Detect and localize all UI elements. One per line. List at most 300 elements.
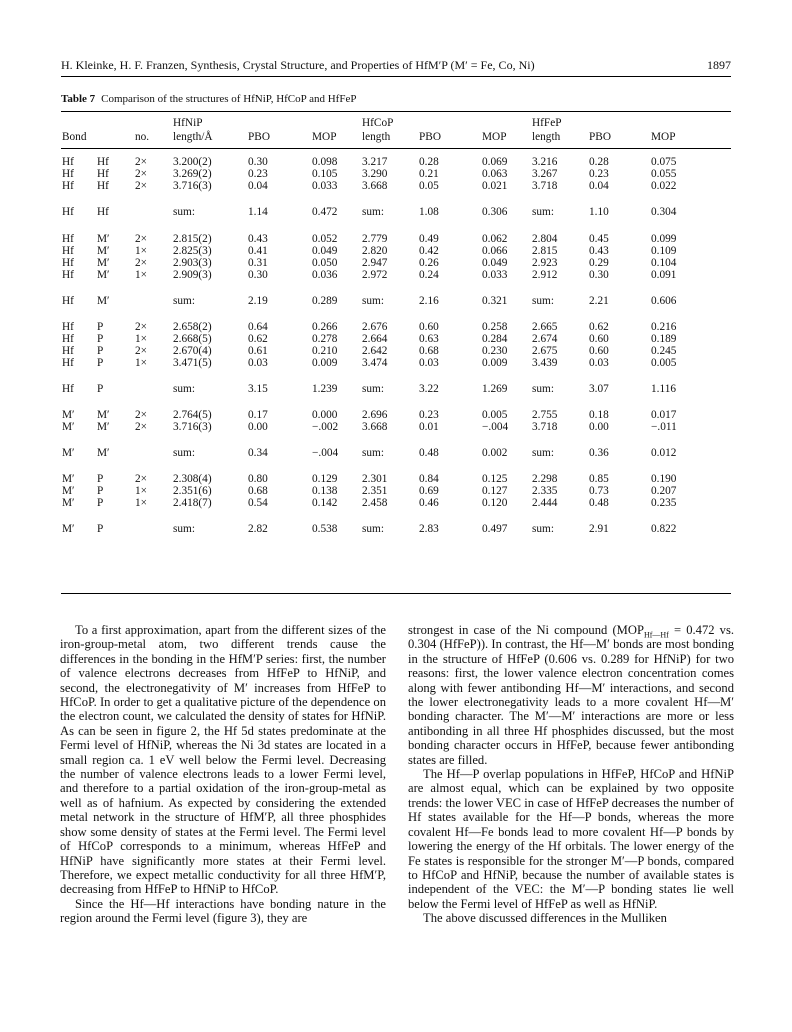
table-cell: 0.021 bbox=[482, 180, 508, 192]
table-cell: 1.116 bbox=[651, 383, 676, 395]
table-cell: 0.18 bbox=[589, 409, 609, 421]
table-cell: P bbox=[97, 333, 104, 345]
table-cell: 1.14 bbox=[248, 206, 268, 218]
table-cell: 1× bbox=[135, 497, 148, 509]
table-cell: 0.17 bbox=[248, 409, 268, 421]
table-cell: 3.718 bbox=[532, 180, 558, 192]
table-cell: sum: bbox=[362, 206, 384, 218]
table-cell: 0.033 bbox=[312, 180, 338, 192]
table-cell: 3.716(3) bbox=[173, 180, 212, 192]
table-row bbox=[0, 409, 792, 421]
table-cell: P bbox=[97, 497, 104, 509]
table-cell: 2.820 bbox=[362, 245, 388, 257]
table-cell: 0.052 bbox=[312, 233, 338, 245]
table-cell: 2× bbox=[135, 168, 148, 180]
table-cell: 0.216 bbox=[651, 321, 677, 333]
table-cell: 0.03 bbox=[248, 357, 268, 369]
column-header-pbo: PBO bbox=[248, 131, 270, 143]
table-cell: Hf bbox=[97, 180, 109, 192]
body-column-right bbox=[408, 623, 734, 926]
table-cell: 3.668 bbox=[362, 421, 388, 433]
table-cell: M′ bbox=[62, 409, 75, 421]
table-cell: 3.718 bbox=[532, 421, 558, 433]
table-cell: 0.105 bbox=[312, 168, 338, 180]
table-cell: 3.474 bbox=[362, 357, 388, 369]
table-cell: 2.972 bbox=[362, 269, 388, 281]
table-cell: 2.308(4) bbox=[173, 473, 212, 485]
table-cell: 0.289 bbox=[312, 295, 338, 307]
table-cell: P bbox=[97, 485, 104, 497]
group-header-hfnip: HfNiP bbox=[173, 117, 203, 129]
table-cell: M′ bbox=[97, 447, 110, 459]
table-cell: 2.674 bbox=[532, 333, 558, 345]
table-cell: 0.258 bbox=[482, 321, 508, 333]
table-cell: 2.825(3) bbox=[173, 245, 212, 257]
table-cell: 2.923 bbox=[532, 257, 558, 269]
table-cell: 3.217 bbox=[362, 156, 388, 168]
table-cell: 1× bbox=[135, 485, 148, 497]
table-cell: 0.321 bbox=[482, 295, 508, 307]
table-cell: sum: bbox=[532, 206, 554, 218]
table-cell: 2.912 bbox=[532, 269, 558, 281]
table-cell: 3.216 bbox=[532, 156, 558, 168]
table-cell: M′ bbox=[62, 421, 75, 433]
body-text: strongest in case of the Ni compound (MOP bbox=[408, 623, 644, 637]
table-row bbox=[0, 333, 792, 345]
table-cell: 0.125 bbox=[482, 473, 508, 485]
table-cell: 0.109 bbox=[651, 245, 677, 257]
table-cell: 0.04 bbox=[589, 180, 609, 192]
table-cell: 0.063 bbox=[482, 168, 508, 180]
table-cell: 2.670(4) bbox=[173, 345, 212, 357]
table-cell: 2.335 bbox=[532, 485, 558, 497]
table-cell: Hf bbox=[62, 295, 74, 307]
table-cell: 2.665 bbox=[532, 321, 558, 333]
table-cell: 3.07 bbox=[589, 383, 609, 395]
table-cell: M′ bbox=[97, 257, 110, 269]
table-cell: 3.267 bbox=[532, 168, 558, 180]
table-cell: 0.85 bbox=[589, 473, 609, 485]
table-row bbox=[0, 485, 792, 497]
table-cell: M′ bbox=[62, 485, 75, 497]
table-cell: 2.815 bbox=[532, 245, 558, 257]
table-label: Table 7 bbox=[61, 93, 96, 105]
table-cell: sum: bbox=[173, 383, 195, 395]
table-cell: sum: bbox=[532, 295, 554, 307]
body-paragraph: Since the Hf—Hf interactions have bonding nature in the region around the Fermi level (figure 3), they are bbox=[60, 896, 386, 926]
table-cell: 2× bbox=[135, 473, 148, 485]
table-cell: 2.664 bbox=[362, 333, 388, 345]
table-cell: 0.73 bbox=[589, 485, 609, 497]
table-cell: 0.266 bbox=[312, 321, 338, 333]
table-cell: sum: bbox=[173, 295, 195, 307]
header-rule bbox=[61, 76, 731, 77]
table-sum-row bbox=[0, 383, 792, 395]
table-cell: 1× bbox=[135, 245, 148, 257]
table-cell: P bbox=[97, 383, 104, 395]
table-cell: 3.269(2) bbox=[173, 168, 212, 180]
table-cell: 0.46 bbox=[419, 497, 439, 509]
table-cell: 2.351(6) bbox=[173, 485, 212, 497]
table-cell: 0.005 bbox=[651, 357, 677, 369]
table-cell: 0.009 bbox=[482, 357, 508, 369]
table-cell: 2.675 bbox=[532, 345, 558, 357]
table-cell: 2.779 bbox=[362, 233, 388, 245]
table-cell: M′ bbox=[97, 269, 110, 281]
table-row bbox=[0, 156, 792, 168]
table-cell: 0.055 bbox=[651, 168, 677, 180]
table-cell: 0.210 bbox=[312, 345, 338, 357]
table-cell: 2.16 bbox=[419, 295, 439, 307]
table-cell: 2.82 bbox=[248, 523, 268, 535]
table-cell: 0.21 bbox=[419, 168, 439, 180]
table-cell: 1× bbox=[135, 357, 148, 369]
table-cell: 0.31 bbox=[248, 257, 268, 269]
table-cell: 2.91 bbox=[589, 523, 609, 535]
table-cell: 0.30 bbox=[248, 156, 268, 168]
table-row bbox=[0, 345, 792, 357]
table-cell: 2.301 bbox=[362, 473, 388, 485]
table-cell: 1× bbox=[135, 333, 148, 345]
table-cell: 0.497 bbox=[482, 523, 508, 535]
column-header-bond: Bond bbox=[62, 131, 87, 143]
table-cell: sum: bbox=[362, 383, 384, 395]
table-cell: 0.002 bbox=[482, 447, 508, 459]
table-cell: 0.017 bbox=[651, 409, 677, 421]
table-cell: 0.05 bbox=[419, 180, 439, 192]
table-cell: 0.63 bbox=[419, 333, 439, 345]
page-number: 1897 bbox=[707, 58, 731, 72]
table-cell: 0.84 bbox=[419, 473, 439, 485]
table-cell: 0.069 bbox=[482, 156, 508, 168]
table-cell: P bbox=[97, 523, 104, 535]
table-cell: 0.34 bbox=[248, 447, 268, 459]
subscript-text: Hf—Hf bbox=[643, 630, 669, 640]
table-cell: 0.64 bbox=[248, 321, 268, 333]
table-cell: 1× bbox=[135, 269, 148, 281]
table-cell: 0.000 bbox=[312, 409, 338, 421]
column-header-length: length bbox=[362, 131, 391, 143]
table-cell: 0.43 bbox=[589, 245, 609, 257]
table-cell: M′ bbox=[97, 421, 110, 433]
table-row bbox=[0, 497, 792, 509]
table-cell: 0.207 bbox=[651, 485, 677, 497]
table-cell: 0.822 bbox=[651, 523, 677, 535]
table-cell: 0.45 bbox=[589, 233, 609, 245]
table-cell: 2× bbox=[135, 156, 148, 168]
table-cell: 0.03 bbox=[589, 357, 609, 369]
table-row bbox=[0, 321, 792, 333]
table-cell: 0.075 bbox=[651, 156, 677, 168]
table-cell: Hf bbox=[62, 245, 74, 257]
table-cell: 0.127 bbox=[482, 485, 508, 497]
table-cell: 2.658(2) bbox=[173, 321, 212, 333]
table-row bbox=[0, 257, 792, 269]
table-cell: 3.15 bbox=[248, 383, 268, 395]
table-cell: 0.54 bbox=[248, 497, 268, 509]
table-cell: 0.04 bbox=[248, 180, 268, 192]
table-cell: −.004 bbox=[312, 447, 339, 459]
table-cell: sum: bbox=[362, 447, 384, 459]
table-cell: Hf bbox=[62, 269, 74, 281]
table-cell: 0.091 bbox=[651, 269, 677, 281]
table-cell: 2× bbox=[135, 257, 148, 269]
table-row bbox=[0, 233, 792, 245]
table-cell: 0.36 bbox=[589, 447, 609, 459]
table-cell: 2× bbox=[135, 233, 148, 245]
table-cell: 0.30 bbox=[248, 269, 268, 281]
table-row bbox=[0, 421, 792, 433]
table-cell: 0.099 bbox=[651, 233, 677, 245]
column-header-pbo: PBO bbox=[419, 131, 441, 143]
table-cell: 2.903(3) bbox=[173, 257, 212, 269]
table-cell: 0.30 bbox=[589, 269, 609, 281]
table-sum-row bbox=[0, 523, 792, 535]
table-cell: Hf bbox=[62, 233, 74, 245]
table-cell: 0.23 bbox=[419, 409, 439, 421]
table-sum-row bbox=[0, 447, 792, 459]
table-cell: Hf bbox=[97, 168, 109, 180]
table-cell: 0.189 bbox=[651, 333, 677, 345]
table-cell: Hf bbox=[62, 206, 74, 218]
table-cell: 0.28 bbox=[419, 156, 439, 168]
table-cell: 0.00 bbox=[589, 421, 609, 433]
table-cell: 3.200(2) bbox=[173, 156, 212, 168]
table-cell: 0.61 bbox=[248, 345, 268, 357]
table-cell: 0.24 bbox=[419, 269, 439, 281]
table-cell: sum: bbox=[532, 447, 554, 459]
table-cell: 2.947 bbox=[362, 257, 388, 269]
table-cell: 0.005 bbox=[482, 409, 508, 421]
table-cell: 0.098 bbox=[312, 156, 338, 168]
table-cell: 0.43 bbox=[248, 233, 268, 245]
table-cell: Hf bbox=[62, 357, 74, 369]
body-paragraph: The above discussed differences in the Mulliken bbox=[423, 911, 667, 926]
table-cell: 0.066 bbox=[482, 245, 508, 257]
table-cell: 0.60 bbox=[589, 333, 609, 345]
table-cell: 1.239 bbox=[312, 383, 338, 395]
table-cell: 0.138 bbox=[312, 485, 338, 497]
table-row bbox=[0, 473, 792, 485]
table-cell: 2× bbox=[135, 180, 148, 192]
table-cell: M′ bbox=[97, 245, 110, 257]
table-cell: P bbox=[97, 321, 104, 333]
table-cell: 1.08 bbox=[419, 206, 439, 218]
table-cell: 0.009 bbox=[312, 357, 338, 369]
table-cell: Hf bbox=[62, 321, 74, 333]
body-paragraph: The Hf—P overlap populations in HfFeP, HfCoP and HfNiP are almost equal, which can be explained by two opposite trends: the lower VEC in case of HfFeP decreases the number of Hf states available for the Hf—P bonds, whereas the more covalent Hf—Fe bonds lead to more covalent Hf—P bonds by lowering the energy of the Hf orbitals. The lower energy of the Fe states is responsible for the stronger M′—P bonds, compared to HfCoP and HfNiP, because the number of available states is independent of the VEC: the M′—P bonding states lie well below the Fermi level of HfFeP as well as HfNiP. bbox=[408, 767, 734, 911]
table-cell: 0.60 bbox=[589, 345, 609, 357]
table-cell: 2× bbox=[135, 321, 148, 333]
table-cell: Hf bbox=[62, 383, 74, 395]
table-cell: 0.049 bbox=[482, 257, 508, 269]
table-cell: P bbox=[97, 473, 104, 485]
table-cell: 0.190 bbox=[651, 473, 677, 485]
table-cell: 2× bbox=[135, 409, 148, 421]
table-cell: 3.439 bbox=[532, 357, 558, 369]
running-title: H. Kleinke, H. F. Franzen, Synthesis, Crystal Structure, and Properties of HfM′P (M′ = Fe, Co, Ni) bbox=[61, 58, 535, 72]
table-cell: 0.26 bbox=[419, 257, 439, 269]
table-cell: 0.68 bbox=[419, 345, 439, 357]
table-cell: 0.41 bbox=[248, 245, 268, 257]
table-cell: 0.049 bbox=[312, 245, 338, 257]
table-cell: 2× bbox=[135, 345, 148, 357]
table-cell: 0.03 bbox=[419, 357, 439, 369]
table-row bbox=[0, 168, 792, 180]
table-cell: Hf bbox=[97, 206, 109, 218]
table-cell: 0.230 bbox=[482, 345, 508, 357]
table-cell: 0.306 bbox=[482, 206, 508, 218]
body-text: = 0.472 vs. 0.304 (HfFeP)). In contrast, the Hf—M′ bonds are most bonding in the structure of HfFeP (0.606 vs. 0.289 for HfNiP) for two reasons: first, the lower valence electron concentration comes along with fewer antibonding Hf—M′ interactions, and second the lower electronegativity leads to a more covalent Hf—M′ bonding character. The M′—M′ interactions are more or less antibonding in all three Hf phosphides discussed, but the most bonding character occurs in HfFeP, because fewer antibonding states are filled. bbox=[408, 623, 735, 767]
table-row bbox=[0, 357, 792, 369]
column-header-pbo: PBO bbox=[589, 131, 611, 143]
table-cell: sum: bbox=[173, 206, 195, 218]
table-cell: 0.62 bbox=[248, 333, 268, 345]
table-caption bbox=[61, 93, 731, 106]
table-bottom-rule bbox=[61, 593, 731, 594]
table-cell: −.011 bbox=[651, 421, 677, 433]
table-cell: Hf bbox=[62, 168, 74, 180]
table-cell: 2.418(7) bbox=[173, 497, 212, 509]
table-cell: 2.21 bbox=[589, 295, 609, 307]
table-cell: 0.538 bbox=[312, 523, 338, 535]
table-cell: 2.458 bbox=[362, 497, 388, 509]
table-cell: 0.245 bbox=[651, 345, 677, 357]
table-cell: sum: bbox=[532, 523, 554, 535]
table-cell: Hf bbox=[62, 345, 74, 357]
table-cell: 0.01 bbox=[419, 421, 439, 433]
table-group-header-row bbox=[0, 117, 792, 129]
table-sum-row bbox=[0, 295, 792, 307]
table-cell: 0.68 bbox=[248, 485, 268, 497]
table-cell: 2.676 bbox=[362, 321, 388, 333]
table-cell: 0.49 bbox=[419, 233, 439, 245]
table-cell: 3.22 bbox=[419, 383, 439, 395]
table-cell: 0.050 bbox=[312, 257, 338, 269]
group-header-hfcop: HfCoP bbox=[362, 117, 394, 129]
table-cell: 2.351 bbox=[362, 485, 388, 497]
table-cell: sum: bbox=[362, 523, 384, 535]
table-cell: 3.716(3) bbox=[173, 421, 212, 433]
table-cell: sum: bbox=[532, 383, 554, 395]
table-cell: 0.42 bbox=[419, 245, 439, 257]
table-cell: 2.755 bbox=[532, 409, 558, 421]
table-cell: sum: bbox=[173, 523, 195, 535]
table-header-rule bbox=[61, 148, 731, 149]
group-header-hffep: HfFeP bbox=[532, 117, 562, 129]
table-cell: M′ bbox=[97, 409, 110, 421]
table-cell: −.004 bbox=[482, 421, 509, 433]
table-cell: Hf bbox=[62, 333, 74, 345]
table-row bbox=[0, 180, 792, 192]
table-cell: 1.10 bbox=[589, 206, 609, 218]
body-paragraph-continued bbox=[408, 623, 734, 767]
column-header-mop: MOP bbox=[651, 131, 676, 143]
table-cell: 0.62 bbox=[589, 321, 609, 333]
table-cell: M′ bbox=[97, 233, 110, 245]
table-cell: 0.284 bbox=[482, 333, 508, 345]
table-cell: 0.304 bbox=[651, 206, 677, 218]
table-cell: 0.062 bbox=[482, 233, 508, 245]
table-cell: 2.298 bbox=[532, 473, 558, 485]
table-cell: P bbox=[97, 357, 104, 369]
table-cell: 3.668 bbox=[362, 180, 388, 192]
table-cell: 0.00 bbox=[248, 421, 268, 433]
table-cell: 0.235 bbox=[651, 497, 677, 509]
table-cell: M′ bbox=[62, 447, 75, 459]
table-cell: M′ bbox=[62, 523, 75, 535]
table-cell: M′ bbox=[62, 497, 75, 509]
table-cell: 0.033 bbox=[482, 269, 508, 281]
table-cell: 2.19 bbox=[248, 295, 268, 307]
table-cell: 0.036 bbox=[312, 269, 338, 281]
table-cell: 2.764(5) bbox=[173, 409, 212, 421]
table-row bbox=[0, 245, 792, 257]
table-cell: 3.290 bbox=[362, 168, 388, 180]
table-cell: 2.444 bbox=[532, 497, 558, 509]
table-cell: 0.012 bbox=[651, 447, 677, 459]
table-cell: 0.29 bbox=[589, 257, 609, 269]
table-cell: 2.668(5) bbox=[173, 333, 212, 345]
table-cell: sum: bbox=[173, 447, 195, 459]
table-cell: M′ bbox=[62, 473, 75, 485]
table-cell: 2× bbox=[135, 421, 148, 433]
table-cell: 0.022 bbox=[651, 180, 677, 192]
table-cell: −.002 bbox=[312, 421, 339, 433]
column-header-length: length/Å bbox=[173, 131, 213, 143]
table-cell: 2.83 bbox=[419, 523, 439, 535]
table-cell: 0.23 bbox=[248, 168, 268, 180]
table-cell: 0.278 bbox=[312, 333, 338, 345]
table-cell: P bbox=[97, 345, 104, 357]
table-cell: 0.60 bbox=[419, 321, 439, 333]
table-cell: 0.142 bbox=[312, 497, 338, 509]
running-header bbox=[61, 58, 731, 72]
table-cell: 0.23 bbox=[589, 168, 609, 180]
table-cell: Hf bbox=[62, 180, 74, 192]
table-cell: 0.48 bbox=[589, 497, 609, 509]
table-cell: 2.696 bbox=[362, 409, 388, 421]
table-column-header-row bbox=[0, 131, 792, 143]
table-cell: 0.28 bbox=[589, 156, 609, 168]
table-top-rule bbox=[61, 111, 731, 112]
table-cell: 1.269 bbox=[482, 383, 508, 395]
column-header-length: length bbox=[532, 131, 561, 143]
column-header-no: no. bbox=[135, 131, 150, 143]
table-cell: Hf bbox=[97, 156, 109, 168]
body-paragraph: To a first approximation, apart from the different sizes of the iron-group-metal atom, two different trends cause the differences in the bonding in the HfM′P series: first, the number of valence electrons decreases from HfFeP to HfNiP, and second, the electronegativity of M′ increases from HfFeP to HfCoP. In order to get a qualitative picture of the dependence on the electron count, we calculated the density of states for HfNiP. As can be seen in figure 2, the Hf 5d states predominate at the Fermi level of HfNiP, whereas the Ni 3d states are located in a small region ca. 1 eV well below the Fermi level. Decreasing the number of valence electrons leads to a lower Fermi level, and therefore to a partial oxidation of the iron-group-metal as well as of hafnium. As expected by considering the extended metal network in the structure of HfM′P, all three phosphides show some density of states at the Fermi level. The Fermi level of HfCoP corresponds to a minimum, whereas HfFeP and HfNiP have significantly more states at their Fermi level. Therefore, we expect metallic conductivity for all three HfM′P, decreasing from HfFeP to HfNiP to HfCoP. bbox=[60, 623, 386, 897]
table-cell: Hf bbox=[62, 156, 74, 168]
table-cell: 0.606 bbox=[651, 295, 677, 307]
table-cell: 0.129 bbox=[312, 473, 338, 485]
table-cell: 2.642 bbox=[362, 345, 388, 357]
table-cell: 0.120 bbox=[482, 497, 508, 509]
table-sum-row bbox=[0, 206, 792, 218]
table-cell: 2.815(2) bbox=[173, 233, 212, 245]
table-cell: 0.104 bbox=[651, 257, 677, 269]
table-cell: M′ bbox=[97, 295, 110, 307]
column-header-mop: MOP bbox=[312, 131, 337, 143]
table-cell: sum: bbox=[362, 295, 384, 307]
table-cell: 0.48 bbox=[419, 447, 439, 459]
column-header-mop: MOP bbox=[482, 131, 507, 143]
table-cell: Hf bbox=[62, 257, 74, 269]
table-cell: 3.471(5) bbox=[173, 357, 212, 369]
table-cell: 0.472 bbox=[312, 206, 338, 218]
table-cell: 0.69 bbox=[419, 485, 439, 497]
table-caption-text: Comparison of the structures of HfNiP, HfCoP and HfFeP bbox=[101, 93, 357, 105]
table-row bbox=[0, 269, 792, 281]
